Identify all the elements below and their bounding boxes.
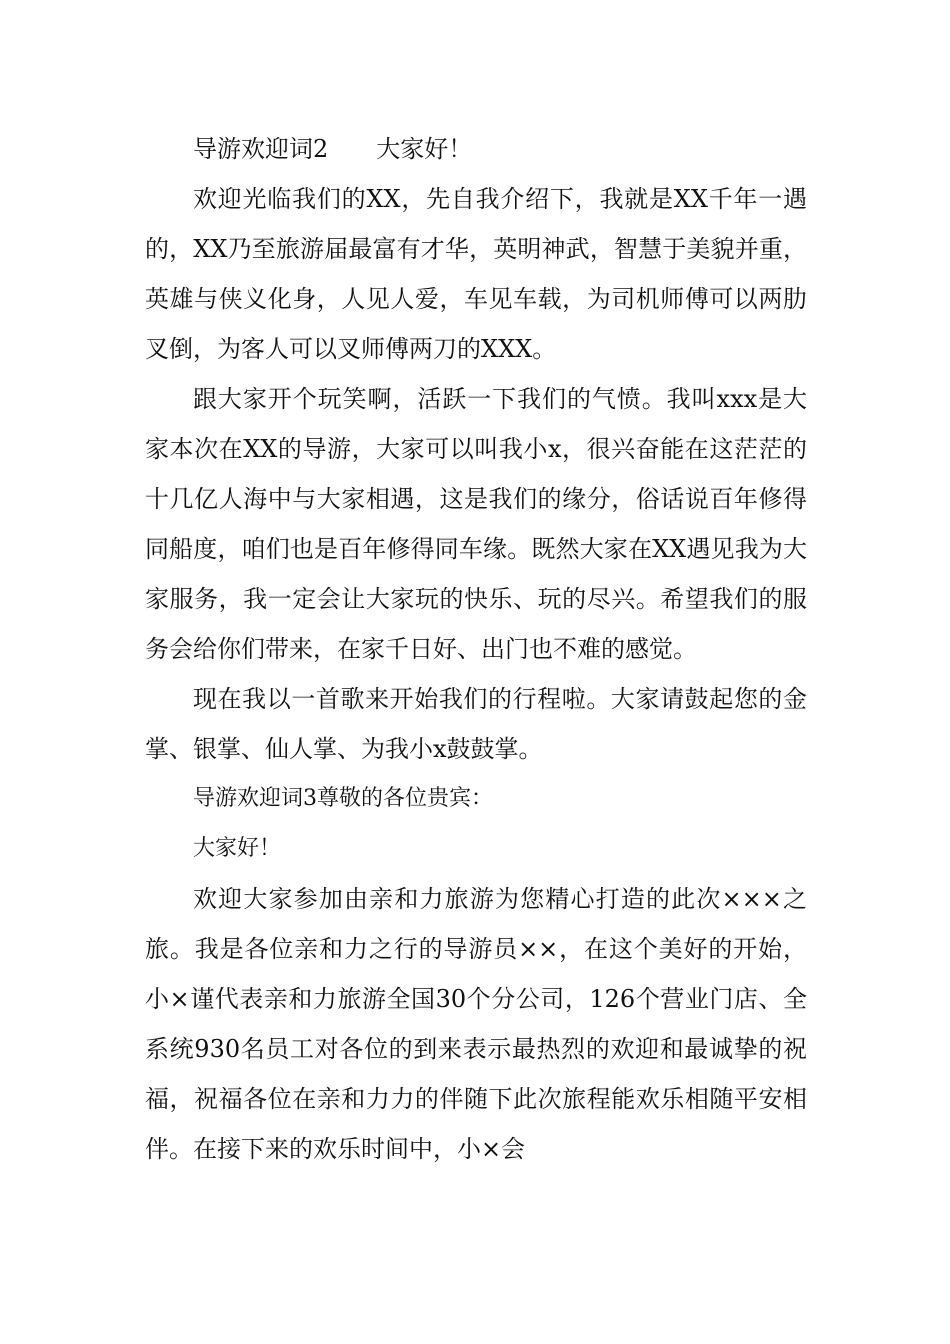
heading-2-greeting: 大家好！ — [376, 135, 473, 163]
paragraph-song: 现在我以一首歌来开始我们的行程啦。大家请鼓起您的金掌、银掌、仙人掌、为我小x鼓鼓掌。 — [145, 685, 807, 763]
document-body — [145, 124, 807, 1174]
heading-welcome-3: 导游欢迎词3尊敬的各位贵宾： — [193, 786, 493, 811]
heading-welcome-2 — [145, 124, 807, 174]
paragraph-joke: 跟大家开个玩笑啊，活跃一下我们的气愤。我叫xxx是大家本次在XX的导游，大家可以叫我小x，很兴奋能在这茫茫的十几亿人海中与大家相遇，这是我们的缘分，俗话说百年修得同船度，咱们也是百年修得同车缘。既然大家在XX遇见我为大家服务，我一定会让大家玩的快乐、玩的尽兴。希望我们的服务会给你们带来，在家千日好、出门也不难的感觉。 — [145, 385, 807, 663]
paragraph-intro: 欢迎光临我们的XX，先自我介绍下，我就是XX千年一遇的，XX乃至旅游届最富有才华，英明神武，智慧于美貌并重，英雄与侠义化身，人见人爱，车见车载，为司机师傅可以两肋叉倒，为客人可以叉师傅两刀的XXX。 — [145, 185, 807, 363]
heading-2-title: 导游欢迎词2 — [193, 135, 329, 163]
paragraph-welcome-tour: 欢迎大家参加由亲和力旅游为您精心打造的此次×××之旅。我是各位亲和力之行的导游员××，在这个美好的开始，小×谨代表亲和力旅游全国30个分公司，126个营业门店、全系统930名员工对各位的到来表示最热烈的欢迎和最诚挚的祝福，祝福各位在亲和力力的伴随下此次旅程能欢乐相随平安相伴。在接下来的欢乐时间中，小×会 — [145, 885, 807, 1163]
greeting-3: 大家好！ — [193, 836, 282, 861]
